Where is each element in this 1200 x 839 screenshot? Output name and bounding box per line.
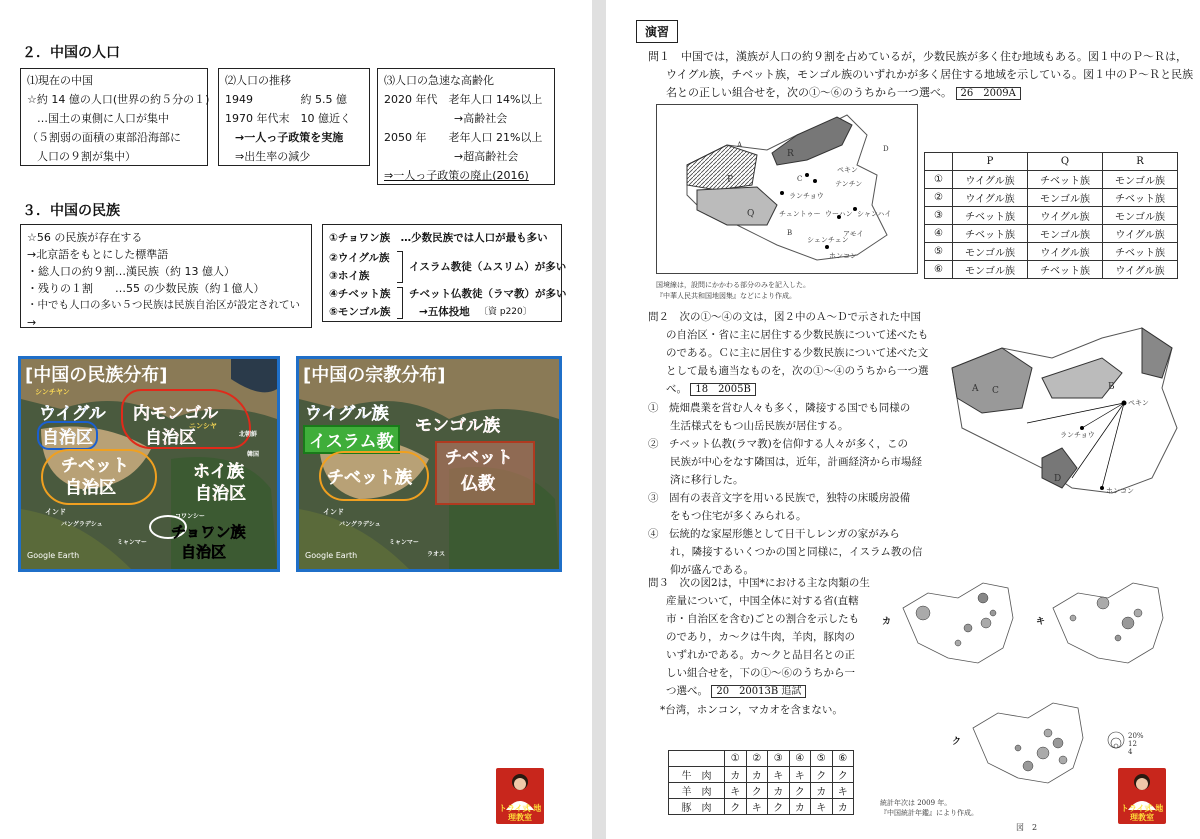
mongol-label: ⑤モンゴル族: [329, 306, 391, 318]
table-cell: ウイグル族: [1103, 261, 1178, 279]
q2-option: ② チベット仏教(ラマ教)を信仰する人々が多く，この: [648, 438, 908, 450]
table-cell: ウイグル族: [1028, 207, 1103, 225]
brand-logo: [496, 768, 544, 824]
table-header-row: [925, 153, 1178, 171]
bracket-islam: [397, 251, 403, 283]
table-cell: [669, 751, 725, 767]
table-cell: ①: [925, 171, 953, 189]
map1-mongolia-outline: [121, 389, 251, 449]
map2-label: ホンコン: [1106, 487, 1134, 495]
table-cell: ④: [925, 225, 953, 243]
map1-inner-mongolia-label: 内モンゴル: [133, 404, 218, 424]
q3-line: 問３ 次の図2は，中国*における主な肉類の生: [648, 577, 870, 589]
map1-region-label: 自治区: [145, 428, 196, 448]
q2-line: として最も適当なものを，次の①～④のうちから一つ選: [666, 365, 929, 377]
table-cell: ク: [746, 783, 768, 799]
table-row: [925, 189, 1178, 207]
table-cell: キ: [789, 767, 811, 783]
map1-tibet-outline: [41, 449, 157, 505]
fig-caption: 図 2: [1016, 823, 1038, 832]
q3-line: つ選べ。: [666, 685, 708, 697]
population-box-trend: [218, 68, 370, 166]
tibet-label: ④チベット族: [329, 288, 391, 300]
section-2-title: ２．中国の人口: [22, 45, 120, 61]
table-row: [925, 207, 1178, 225]
map1-region-label: 自治区: [37, 421, 98, 450]
table-cell: 羊 肉: [669, 783, 725, 799]
table-row: [669, 799, 854, 815]
map1-label: R: [787, 149, 794, 159]
box2-line: →一人っ子政策を実施: [235, 131, 344, 144]
fig-label-ka: カ: [882, 617, 892, 627]
q1-line: ウイグル族，チベット族，モンゴル族のいずれかが多く居住する地域を示している。図１中のＰ～Ｒと民族: [666, 68, 1194, 81]
q2-option: 済に移行した。: [670, 474, 744, 486]
map1-place: シンチヤン: [35, 388, 70, 396]
map1-label: ホンコン: [829, 252, 857, 260]
table-cell: ク: [768, 799, 790, 815]
table-cell: P: [953, 153, 1028, 171]
q3-line: のであり，カ～クは牛肉，羊肉，豚肉の: [666, 631, 855, 643]
table-row: [669, 783, 854, 799]
map1-place: 北朝鮮: [239, 431, 258, 438]
map2-label: ペキン: [1128, 399, 1149, 407]
china-outline-map-1: [657, 105, 917, 273]
q1-ref: 26 2009A: [956, 87, 1021, 100]
table-cell: チベット族: [1028, 261, 1103, 279]
map1-place: コワンシー: [175, 513, 205, 520]
q3-line: しい組合せを，下の①～⑥のうちから一: [666, 667, 855, 679]
box4-line: ☆56 の民族が存在する: [27, 231, 143, 244]
q2-line: 問２ 次の①～④の文は，図２中のＡ～Ｄで示された中国: [648, 311, 921, 323]
map1-label: ペキン: [837, 166, 858, 174]
table-cell: モンゴル族: [953, 243, 1028, 261]
legend-value: 12: [1128, 740, 1137, 748]
table-cell: キ: [746, 799, 768, 815]
map1-label: ウーハン: [825, 210, 853, 218]
map1-note: 国境線は，設問にかかわる部分のみを記入した。: [656, 281, 810, 289]
question-1: [648, 48, 1196, 103]
table-cell: ウイグル族: [1103, 225, 1178, 243]
map1-credit: Google Earth: [27, 551, 80, 560]
map1-uyghur-label: ウイグル: [39, 404, 106, 424]
map2-tibetan-label: チベット: [445, 448, 513, 468]
table-row: [925, 243, 1178, 261]
table-cell: ④: [789, 751, 811, 767]
box2-line: ⑵人口の推移: [225, 74, 291, 87]
map1-place: ニンシヤ: [189, 422, 217, 430]
box4-line: ・総人口の約９割…漢民族（約 13 億人）: [27, 265, 235, 278]
map1-label: シェンチェン: [807, 236, 849, 244]
map1-region-label: 自治区: [181, 543, 227, 561]
table-cell: チベット族: [953, 207, 1028, 225]
map2-label: A: [972, 384, 979, 394]
map1-label: C: [797, 175, 803, 183]
map2-tibet-label: チベット族: [327, 468, 412, 488]
map2-uyghur-label: ウイグル族: [305, 404, 389, 424]
table-cell: 牛 肉: [669, 767, 725, 783]
box2-line: 1970 年代末 10 億近く: [225, 112, 351, 125]
table-cell: チベット族: [1103, 243, 1178, 261]
table-cell: カ: [746, 767, 768, 783]
table-cell: カ: [725, 767, 747, 783]
box3-line: →超高齢社会: [454, 150, 519, 163]
table-cell: ⑤: [925, 243, 953, 261]
box4-line: →北京語をもとにした標準語: [27, 248, 169, 261]
q2-option: れ，隣接するいくつかの国と同様に，イスラム教の信: [670, 546, 923, 558]
box4-line: ・中でも人口の多い５つ民族は民族自治区が設定されてい: [27, 299, 300, 311]
q3-ref: 20 20013B 追試: [711, 685, 806, 698]
table-cell: ⑥: [832, 751, 854, 767]
map1-zhuang-label: チョワン族: [171, 523, 246, 541]
population-box-aging: [377, 68, 555, 185]
logo-text: トライ式 地理教室: [498, 804, 542, 822]
page-gap: [592, 0, 606, 839]
box2-line: ⇒出生率の減少: [235, 150, 311, 163]
legend-value: 20%: [1128, 732, 1144, 740]
table-cell: ウイグル族: [953, 171, 1028, 189]
bracket-buddhism: [397, 287, 403, 319]
box1-line: …国土の東側に人口が集中: [37, 112, 169, 125]
table-cell: R: [1103, 153, 1178, 171]
box3-line: 2050 年 老年人口 21%以上: [384, 131, 543, 144]
table-row: [669, 767, 854, 783]
logo-text: トライ式 地理教室: [1120, 804, 1164, 822]
map1-tibet-label: チベット: [61, 456, 129, 476]
table-cell: チベット族: [1103, 189, 1178, 207]
q2-line: べ。: [666, 383, 687, 395]
map1-region-label: 自治区: [195, 484, 246, 504]
box1-line: ⑴現在の中国: [27, 74, 93, 87]
table-cell: ク: [832, 767, 854, 783]
box4-line: ・残りの１割 …55 の少数民族（約１億人）: [27, 282, 265, 295]
q2-option: をもつ住宅が多くみられる。: [670, 510, 807, 522]
box1-line: （５割弱の面積の東部沿海部に: [27, 131, 181, 144]
table-cell: ⑤: [811, 751, 833, 767]
table-cell: ク: [789, 783, 811, 799]
map2-label: B: [1108, 382, 1115, 392]
table-cell: ①: [725, 751, 747, 767]
table-cell: Q: [1028, 153, 1103, 171]
left-page: [0, 0, 592, 839]
q2-option: 生活様式をもつ山岳民族が居住する。: [670, 420, 849, 432]
table-row: [925, 225, 1178, 243]
hui-label: ③ホイ族: [329, 270, 370, 282]
table-cell: カ: [789, 799, 811, 815]
q2-line: のである。Ｃに主に居住する少数民族について述べた文: [666, 347, 929, 359]
ethnic-box-five-groups: [322, 224, 567, 322]
ethnic-box-overview: [20, 224, 312, 328]
q3-answer-table: [668, 750, 854, 815]
china-outline-map-2: [942, 318, 1186, 508]
map2-place: ラオス: [427, 551, 445, 558]
table-cell: チベット族: [1028, 171, 1103, 189]
q1-line: 名との正しい組合せを，次の①～⑥のうちから一つ選べ。: [666, 86, 952, 99]
map1-label: D: [883, 145, 889, 153]
map1-label: テンチン: [835, 180, 863, 188]
prostration-label: →五体投地: [419, 306, 470, 318]
map1-label: シャンハイ: [857, 210, 892, 218]
table-cell: ②: [925, 189, 953, 207]
q3-line: いずれかである。カ～クと品目名との正: [666, 649, 855, 661]
map2-buddhism-label: 仏教: [461, 474, 495, 494]
table-cell: キ: [768, 767, 790, 783]
fig-note: 『中国統計年鑑』により作成。: [880, 809, 978, 817]
figure-1-map: [656, 104, 918, 274]
map2-label: ランチョウ: [1060, 431, 1095, 439]
table-row: [925, 261, 1178, 279]
table-cell: カ: [768, 783, 790, 799]
map2-islam-label: イスラム教: [303, 425, 400, 454]
map2-credit: Google Earth: [305, 551, 358, 560]
box1-line: 人口の９割が集中）: [37, 150, 136, 163]
brand-logo: [1118, 768, 1166, 824]
table-cell: カ: [811, 783, 833, 799]
map2-label: C: [992, 386, 999, 396]
legend-value: 4: [1128, 748, 1133, 756]
q1-line: 問１ 中国では，漢族が人口の約９割を占めているが，少数民族が多く住む地域もある。図１中のＰ～Ｒは，: [648, 50, 1187, 63]
right-page: [606, 0, 1200, 839]
map1-place: 韓国: [247, 451, 260, 458]
map2-title: [中国の宗教分布]: [303, 365, 446, 386]
figure-2-map: [942, 318, 1186, 508]
map1-label: P: [727, 175, 734, 185]
table-header-row: [669, 751, 854, 767]
table-cell: モンゴル族: [1103, 171, 1178, 189]
map1-place: バングラデシュ: [61, 521, 103, 528]
table-cell: キ: [832, 783, 854, 799]
fig-label-ki: キ: [1036, 617, 1046, 627]
map1-label: ランチョウ: [789, 192, 824, 200]
ethnic-distribution-map: [18, 356, 280, 572]
table-cell: キ: [725, 783, 747, 799]
q2-line: の自治区・省に主に居住する少数民族について述べたも: [666, 329, 929, 341]
table-cell: キ: [811, 799, 833, 815]
q2-ref: 18 2005B: [690, 383, 756, 396]
map1-label: アモイ: [843, 230, 864, 238]
table-cell: ③: [925, 207, 953, 225]
map1-title: [中国の民族分布]: [25, 365, 168, 386]
q3-note: *台湾，ホンコン，マカオを含まない。: [660, 704, 843, 716]
table-cell: ③: [768, 751, 790, 767]
q2-option: ③ 固有の表音文字を用いる民族で，独特の床暖房設備: [648, 492, 911, 504]
table-cell: モンゴル族: [1028, 189, 1103, 207]
table-cell: モンゴル族: [953, 261, 1028, 279]
table-row: [925, 171, 1178, 189]
table-cell: モンゴル族: [1028, 225, 1103, 243]
table-cell: カ: [832, 799, 854, 815]
box3-line: →高齢社会: [454, 112, 508, 125]
map1-note: 『中華人民共和国地図集』などにより作成。: [656, 292, 796, 300]
q2-option: 仰が盛んである。: [670, 564, 754, 576]
table-cell: ウイグル族: [953, 189, 1028, 207]
q2-option: 民族が中心をなす隣国は，近年，計画経済から市場経: [670, 456, 922, 468]
question-3: [648, 574, 884, 719]
box3-line: ⑶人口の急速な高齢化: [384, 74, 494, 87]
table-cell: [925, 153, 953, 171]
map2-place: ミャンマー: [389, 539, 419, 546]
q3-line: 市・自治区を含む)ごとの割合を示したも: [666, 613, 860, 625]
table-cell: チベット族: [953, 225, 1028, 243]
zhuang-row: ①チョワン族 …少数民族では人口が最も多い: [329, 232, 548, 244]
map1-label: チュントゥー: [779, 210, 821, 218]
map2-label: D: [1054, 474, 1062, 484]
section-3-title: ３．中国の民族: [22, 203, 120, 219]
buddhism-label: チベット仏教徒（ラマ教）が多い: [409, 288, 567, 300]
map2-place: インド: [323, 508, 344, 516]
map1-region-label: 自治区: [65, 478, 116, 498]
table-cell: ウイグル族: [1028, 243, 1103, 261]
population-box-current: [20, 68, 208, 166]
map2-place: バングラデシュ: [339, 521, 381, 528]
q2-option: ① 焼畑農業を営む人々も多く，隣接する国でも同様の: [648, 402, 911, 414]
map1-label: Q: [747, 209, 755, 219]
fig-label-ku: ク: [952, 737, 962, 747]
religion-distribution-map: [296, 356, 562, 572]
map1-label: B: [787, 229, 793, 237]
table-cell: ク: [725, 799, 747, 815]
q1-answer-table: [924, 152, 1178, 279]
box1-line: ☆約 14 億の人口(世界の約５分の１): [27, 93, 210, 106]
table-cell: ク: [811, 767, 833, 783]
box3-line: 2020 年代 老年人口 14%以上: [384, 93, 543, 106]
map1-place: ミャンマー: [117, 539, 147, 546]
exercise-header: 演習: [636, 20, 678, 43]
table-cell: 豚 肉: [669, 799, 725, 815]
table-cell: ②: [746, 751, 768, 767]
q2-option: ④ 伝統的な家屋形態として日干しレンガの家がみら: [648, 528, 900, 540]
map1-hui-label: ホイ族: [193, 462, 244, 482]
box3-line: ⇒一人っ子政策の廃止(2016): [384, 169, 529, 182]
reference-label: 〔資 p220〕: [479, 307, 532, 317]
map2-mongol-label: モンゴル族: [415, 416, 500, 436]
uyghur-label: ②ウイグル族: [329, 252, 390, 264]
table-cell: ⑥: [925, 261, 953, 279]
q3-line: 産量について，中国全体に対する省(直轄: [666, 595, 859, 607]
box2-line: 1949 約 5.5 億: [225, 93, 347, 106]
map1-place: インド: [45, 508, 66, 516]
question-2: [648, 308, 938, 579]
islam-label: イスラム教徒（ムスリム）が多い: [409, 261, 567, 273]
map1-label: A: [737, 141, 743, 149]
box4-line: →: [27, 316, 37, 329]
table-cell: モンゴル族: [1103, 207, 1178, 225]
fig-note: 統計年次は 2009 年。: [880, 799, 952, 807]
